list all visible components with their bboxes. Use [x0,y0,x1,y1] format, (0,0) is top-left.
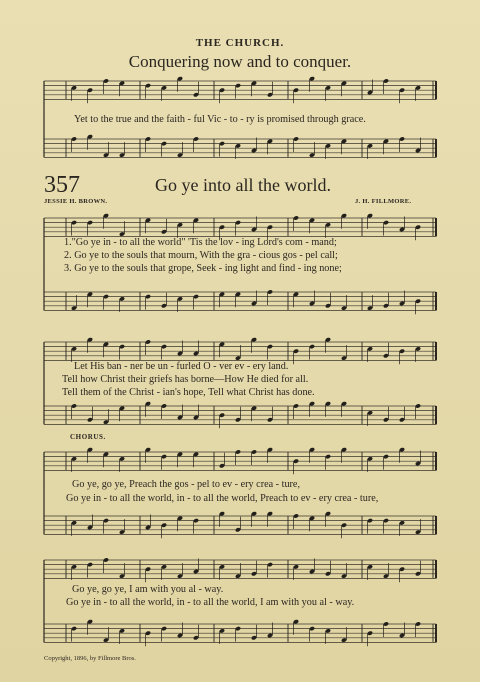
hymn-title: Go ye into all the world. [155,175,331,195]
previous-hymn-lyric: Yet to the true and the faith - ful Vic - to - ry is promised through grace. [74,114,366,125]
chorus-line: Go ye, go ye, I am with you al - way. [72,584,224,595]
verse-line: Tell them of the Christ - ian's hope, Tell what Christ has done. [62,387,315,398]
composer-credit: J. H. FILLMORE. [355,198,412,205]
verse-line: 2. Go ye to the souls that mourn, With the gra - cious gos - pel call; [64,250,338,261]
chorus-line: Go ye in - to all the world, in - to all the world, Preach to ev - ery crea - ture, [66,493,379,504]
verse-line: 3. Go ye to the souls that grope, Seek - ing light and find - ing none; [64,263,342,274]
verse-line: Tell how Christ their griefs has borne—How He died for all. [62,374,309,385]
chorus-line: Go ye, go ye, Preach the gos - pel to ev - ery crea - ture, [72,479,300,490]
hymn-number: 357 [44,172,80,198]
running-head: THE CHURCH. [195,37,285,49]
previous-hymn-title: Conquering now and to conquer. [128,52,352,71]
copyright-notice: Copyright, 1896, by Fillmore Bros. [44,655,136,662]
verse-line: 1."Go ye in - to all the world" 'Tis the lov - ing Lord's com - mand; [64,237,337,248]
verse-line: Let His ban - ner be un - furled O - ver ev - ery land. [74,361,289,372]
author-credit: JESSIE H. BROWN. [44,198,108,205]
chorus-label: CHORUS. [70,433,106,441]
chorus-line: Go ye in - to all the world, in - to all the world, I am with you al - way. [66,597,355,608]
